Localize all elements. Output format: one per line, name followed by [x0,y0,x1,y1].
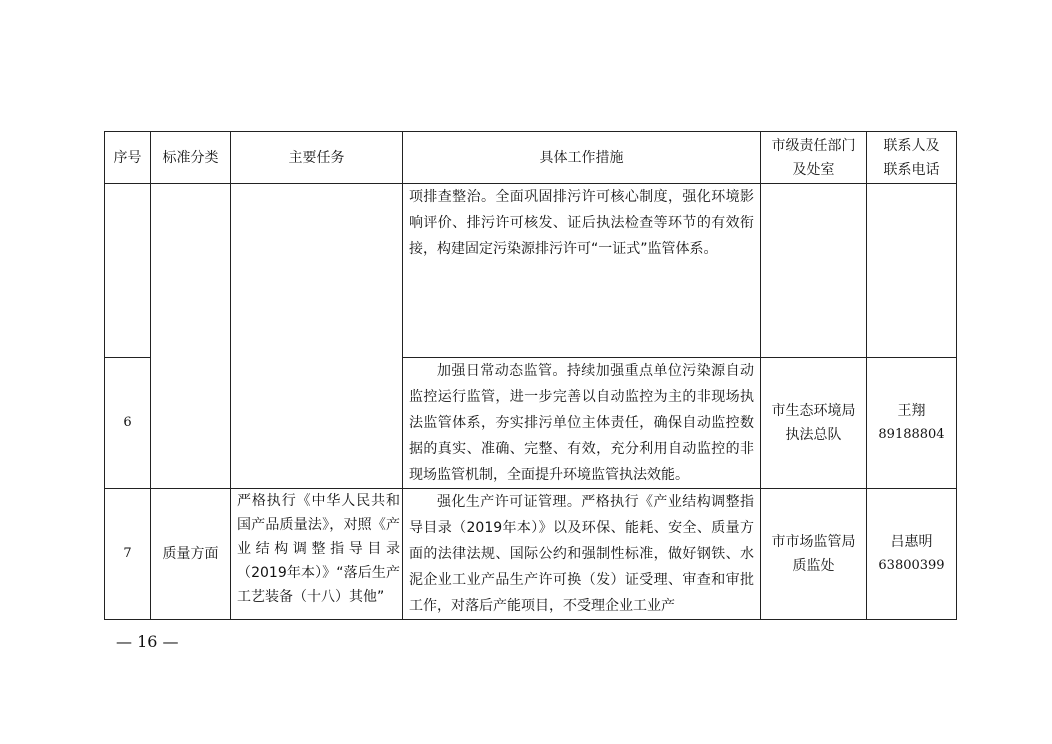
measure-cell [403,184,761,358]
page-number: — 16 — [116,632,179,651]
header-category: 标准分类 [151,132,231,184]
table-row [105,184,957,358]
task-cell-empty [231,184,403,489]
measure-text: 项排查整治。全面巩固排污许可核心制度，强化环境影响评价、排污许可核发、证后执法检查等环节的有效衔接，构建固定污染源排污许可“一证式”监管体系。 [409,189,754,257]
category-cell: 质量方面 [151,489,231,620]
header-seq: 序号 [105,132,151,184]
table-row [105,489,957,620]
table-header-row [105,132,957,184]
department-cell-empty [761,184,867,358]
header-measure: 具体工作措施 [403,132,761,184]
contact-phone: 63800399 [878,558,945,573]
task-cell [231,489,403,620]
contact-cell [867,358,957,489]
department-text: 市市场监管局质监处 [771,534,856,574]
category-cell-empty [151,184,231,489]
measure-text: 加强日常动态监管。持续加强重点单位污染源自动监控运行监管，进一步完善以自动监控为主的非现场执法监管体系，夯实排污单位主体责任，确保自动监控数据的真实、准确、完整、有效，充分利用自动监控的非现场监管机制，全面提升环境监管执法效能。 [409,363,754,483]
contact-phone: 89188804 [878,427,945,442]
seq-cell: 7 [105,489,151,620]
department-cell [761,358,867,489]
contact-cell [867,489,957,620]
department-cell [761,489,867,620]
header-department: 市级责任部门及处室 [761,132,867,184]
contact-name: 吕惠明 [890,534,933,550]
seq-cell: 6 [105,358,151,489]
contact-cell-empty [867,184,957,358]
measure-text: 强化生产许可证管理。严格执行《产业结构调整指导目录（2019年本）》以及环保、能耗、安全、质量方面的法律法规、国际公约和强制性标准，做好钢铁、水泥企业工业产品生产许可换（发）证受理、审查和审批工作，对落后产能项目，不受理企业工业产 [409,494,754,614]
department-text: 市生态环境局执法总队 [771,403,856,443]
measure-cell [403,489,761,620]
measures-table [104,131,957,620]
task-text: 严格执行《中华人民共和国产品质量法》，对照《产业结构调整指导目录（2019年本）》“落后生产工艺装备（十八）其他” [237,493,400,605]
header-task: 主要任务 [231,132,403,184]
measure-cell [403,358,761,489]
header-contact: 联系人及联系电话 [867,132,957,184]
contact-name: 王翔 [897,403,926,419]
seq-cell-empty [105,184,151,358]
